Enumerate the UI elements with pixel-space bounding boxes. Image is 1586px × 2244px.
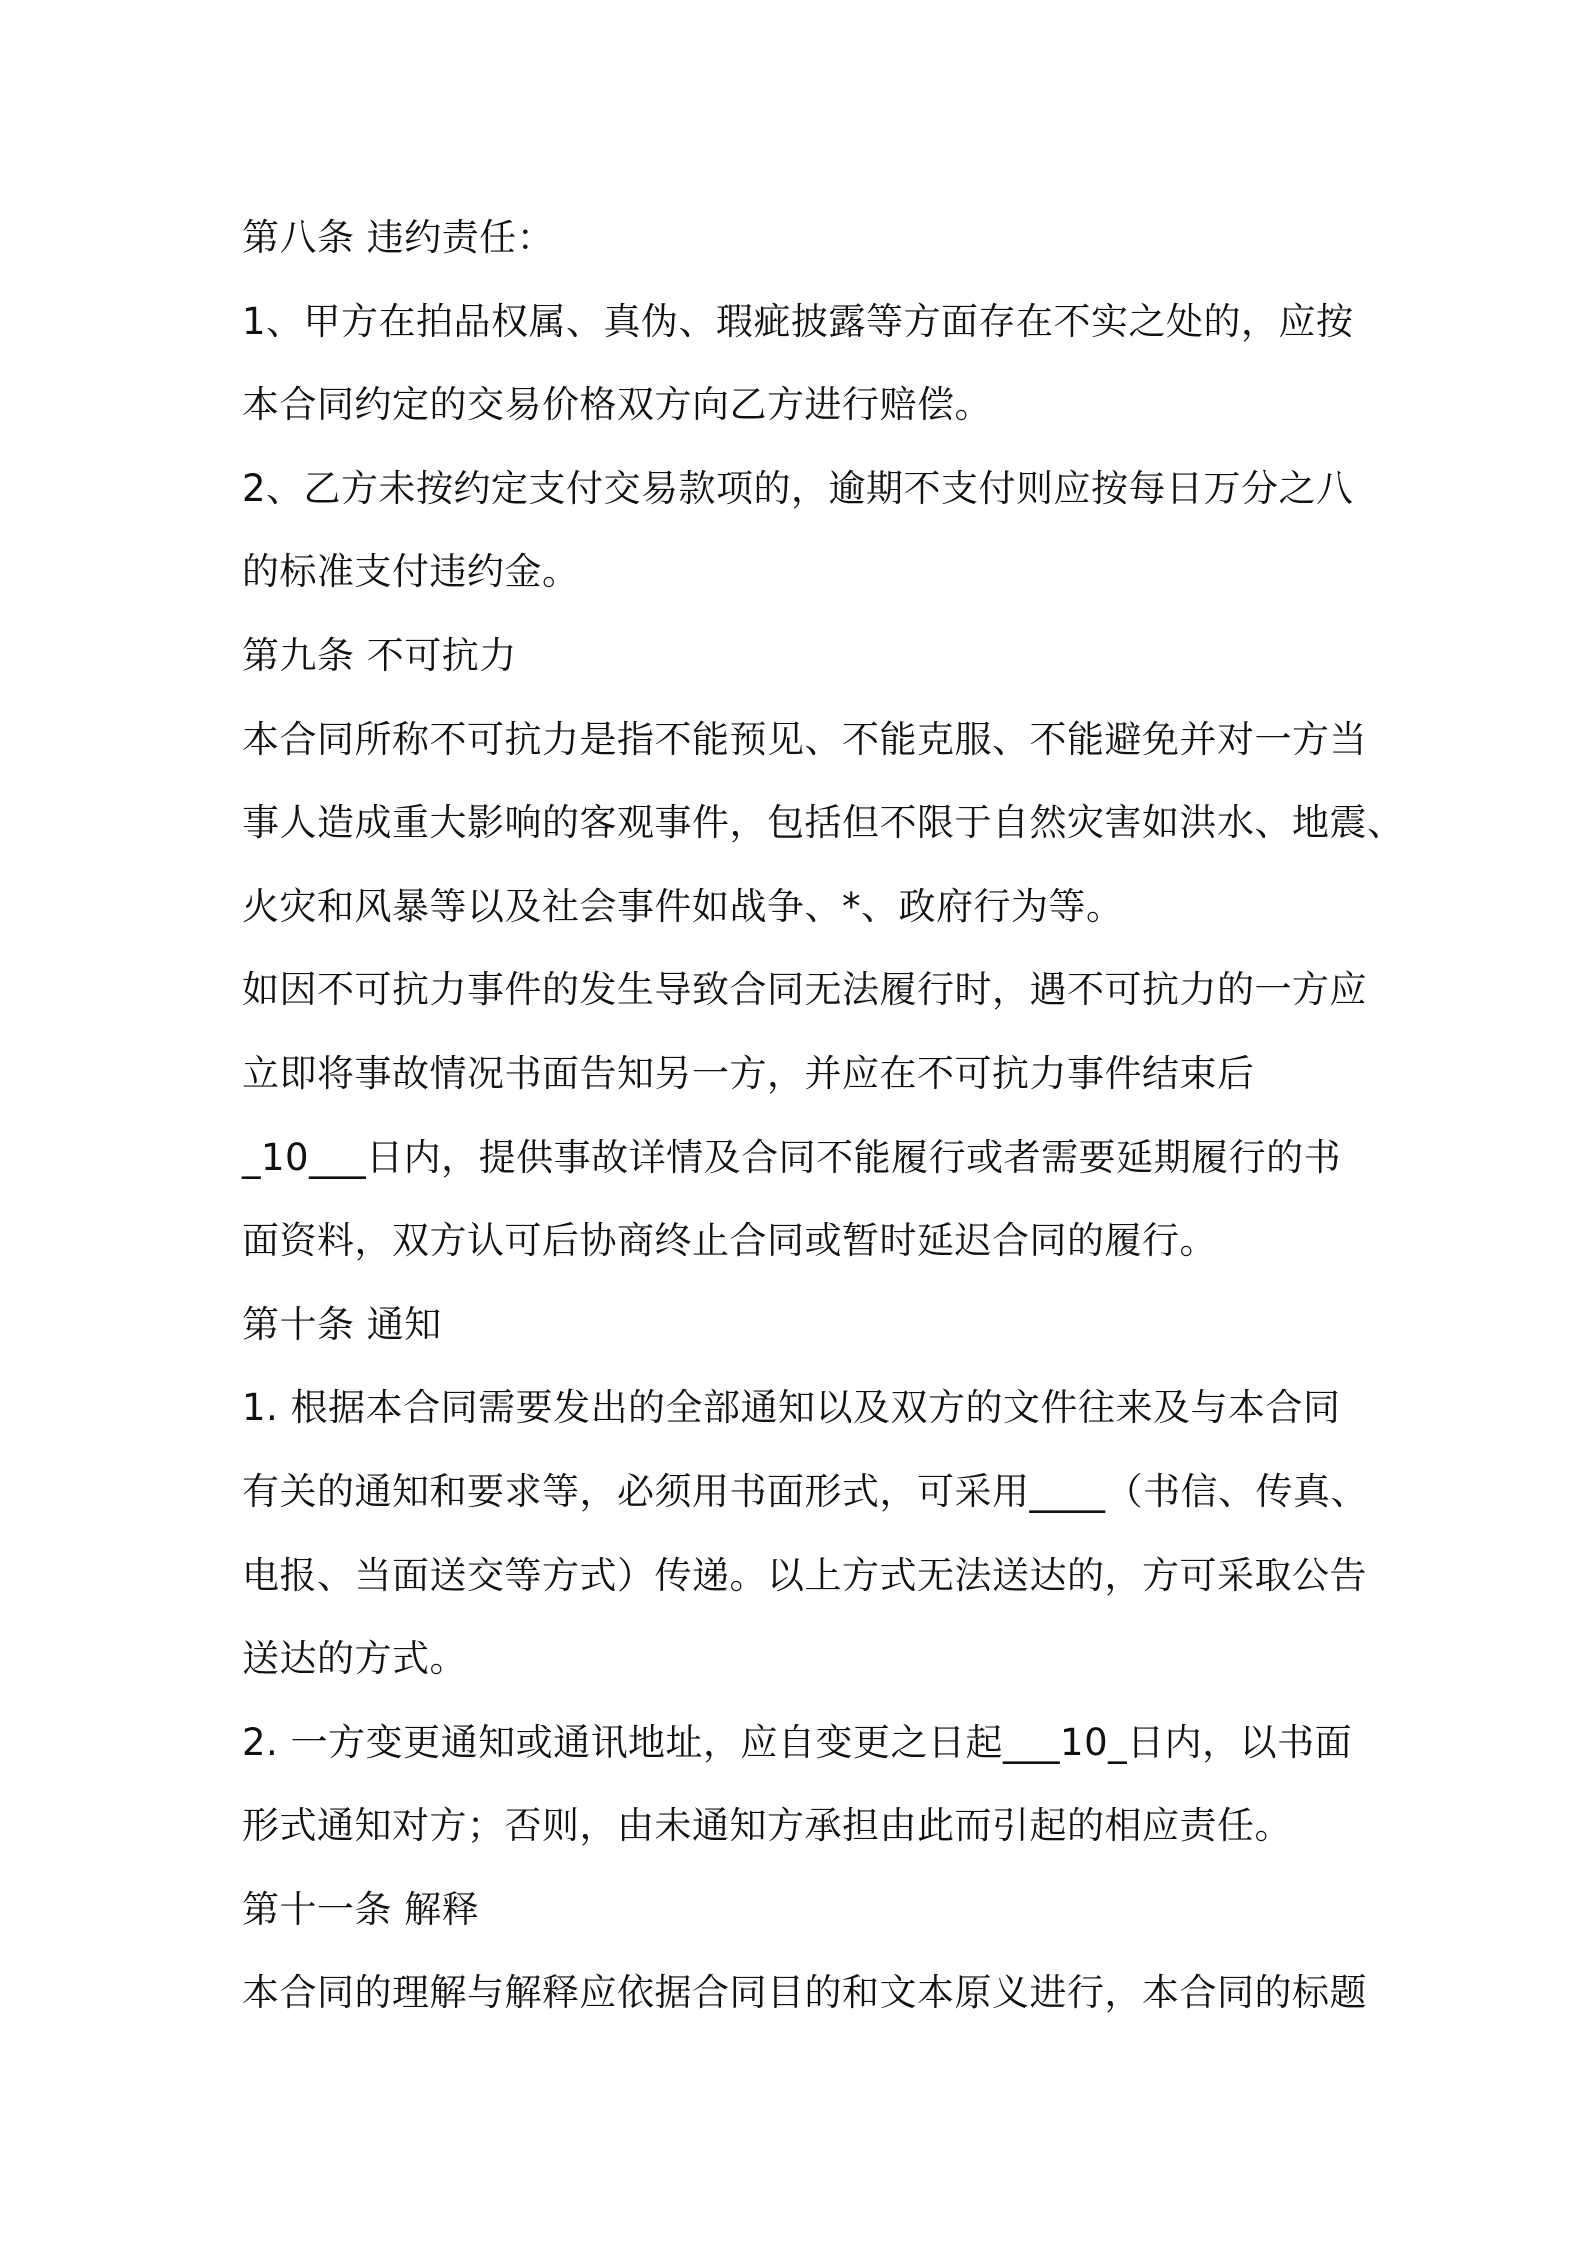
heading-article-9: 第九条 不可抗力	[242, 633, 517, 677]
paragraph-line: 的标准支付违约金。	[242, 550, 580, 594]
paragraph-line: 本合同约定的交易价格双方向乙方进行赔偿。	[242, 383, 992, 427]
paragraph-line: 面资料，双方认可后协商终止合同或暂时延迟合同的履行。	[242, 1219, 1217, 1263]
document-body	[242, 196, 1405, 2035]
paragraph-line: 1、甲方在拍品权属、真伪、瑕疵披露等方面存在不实之处的，应按	[242, 299, 1354, 343]
paragraph-line: 本合同所称不可抗力是指不能预见、不能克服、不能避免并对一方当	[242, 717, 1367, 761]
paragraph-line: 火灾和风暴等以及社会事件如战争、*、政府行为等。	[242, 884, 1124, 928]
paragraph-line: 立即将事故情况书面告知另一方，并应在不可抗力事件结束后	[242, 1051, 1255, 1095]
heading-article-11: 第十一条 解释	[242, 1887, 480, 1931]
paragraph-line: 本合同的理解与解释应依据合同目的和文本原义进行，本合同的标题	[242, 1971, 1367, 2015]
paragraph-line: _10___日内，提供事故详情及合同不能履行或者需要延期履行的书	[242, 1135, 1342, 1179]
paragraph-line: 2. 一方变更通知或通讯地址，应自变更之日起___10_日内，以书面	[242, 1720, 1353, 1764]
paragraph-line: 如因不可抗力事件的发生导致合同无法履行时，遇不可抗力的一方应	[242, 968, 1367, 1012]
paragraph-line: 形式通知对方；否则，由未通知方承担由此而引起的相应责任。	[242, 1804, 1292, 1848]
paragraph-line: 有关的通知和要求等，必须用书面形式，可采用____（书信、传真、	[242, 1469, 1368, 1513]
paragraph-line: 2、乙方未按约定支付交易款项的，逾期不支付则应按每日万分之八	[242, 466, 1354, 510]
paragraph-line: 送达的方式。	[242, 1637, 467, 1681]
heading-article-10: 第十条 通知	[242, 1302, 442, 1346]
heading-article-8: 第八条 违约责任：	[242, 216, 555, 259]
paragraph-line: 电报、当面送交等方式）传递。以上方式无法送达的，方可采取公告	[242, 1553, 1367, 1597]
paragraph-line: 1. 根据本合同需要发出的全部通知以及双方的文件往来及与本合同	[242, 1386, 1341, 1430]
paragraph-line: 事人造成重大影响的客观事件，包括但不限于自然灾害如洪水、地震、	[242, 801, 1405, 845]
